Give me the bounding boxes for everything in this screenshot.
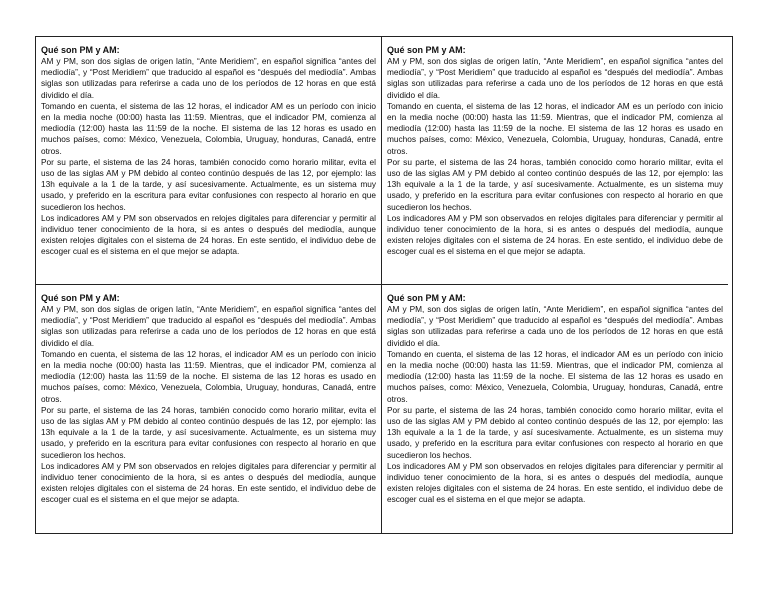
card-paragraph: Por su parte, el sistema de las 24 horas, también conocido como horario militar, evita el uso de las siglas AM y PM debido al conteo continúo después de las 12, por ejemplo: las 13h equivale a la 1 de la tarde, y así sucesivamente. Actualmente, es un sistema muy usado, y preferido en la escritura para evitar confusiones con respecto al horario en que sucedieron los hechos. <box>387 404 723 460</box>
card-paragraph: Por su parte, el sistema de las 24 horas, también conocido como horario militar, evita el uso de las siglas AM y PM debido al conteo continúo después de las 12, por ejemplo: las 13h equivale a la 1 de la tarde, y así sucesivamente. Actualmente, es un sistema muy usado, y preferido en la escritura para evitar confusiones con respecto al horario en que sucedieron los hechos. <box>41 156 376 212</box>
card-paragraph: Por su parte, el sistema de las 24 horas, también conocido como horario militar, evita el uso de las siglas AM y PM debido al conteo continúo después de las 12, por ejemplo: las 13h equivale a la 1 de la tarde, y así sucesivamente. Actualmente, es un sistema muy usado, y preferido en la escritura para evitar confusiones con respecto al horario en que sucedieron los hechos. <box>387 156 723 212</box>
card-title: Qué son PM y AM: <box>387 293 466 303</box>
card-paragraph: Tomando en cuenta, el sistema de las 12 horas, el indicador AM es un período con inicio en la media noche (00:00) hasta las 11:59. Mientras, que el indicador PM, comienza al mediodía (12:00) hasta las 11:59 de la noche. El sistema de las 12 horas es usado en muchos países, como: México, Venezuela, Colombia, Uruguay, honduras, Canadá, entre otros. <box>387 100 723 156</box>
card-paragraph: Los indicadores AM y PM son observados en relojes digitales para diferenciar y permitir al individuo tener conocimiento de la hora, si es antes o después del mediodía, aunque existen relojes digitales con el sistema de 24 horas. En este sentido, el individuo debe de escoger cual es el sistema en el que mejor se adapta. <box>387 460 723 505</box>
card-paragraph: AM y PM, son dos siglas de origen latín, “Ante Meridiem”, en español significa “antes del mediodía”, y “Post Meridiem” que traducido al español es “después del mediodía”. Ambas siglas son utilizadas para referirse a cada uno de los períodos de 12 horas en que está dividido el día. <box>41 304 376 348</box>
card-paragraph: Tomando en cuenta, el sistema de las 12 horas, el indicador AM es un período con inicio en la media noche (00:00) hasta las 11:59. Mientras, que el indicador PM, comienza al mediodía (12:00) hasta las 11:59 de la noche. El sistema de las 12 horas es usado en muchos países, como: México, Venezuela, Colombia, Uruguay, honduras, Canadá, entre otros. <box>41 348 376 404</box>
card-paragraph: Los indicadores AM y PM son observados en relojes digitales para diferenciar y permitir al individuo tener conocimiento de la hora, si es antes o después del mediodía, aunque existen relojes digitales con el sistema de 24 horas. En este sentido, el individuo debe de escoger cual es el sistema en el que mejor se adapta. <box>41 460 376 505</box>
card-title: Qué son PM y AM: <box>387 45 466 55</box>
card-title: Qué son PM y AM: <box>41 293 120 303</box>
card-paragraph: Tomando en cuenta, el sistema de las 12 horas, el indicador AM es un período con inicio en la media noche (00:00) hasta las 11:59. Mientras, que el indicador PM, comienza al mediodía (12:00) hasta las 11:59 de la noche. El sistema de las 12 horas es usado en muchos países, como: México, Venezuela, Colombia, Uruguay, honduras, Canadá, entre otros. <box>387 348 723 404</box>
card-bottom-left <box>36 285 382 533</box>
card-top-left <box>36 37 382 285</box>
card-title: Qué son PM y AM: <box>41 45 120 55</box>
card-paragraph: Los indicadores AM y PM son observados en relojes digitales para diferenciar y permitir al individuo tener conocimiento de la hora, si es antes o después del mediodía, aunque existen relojes digitales con el sistema de 24 horas. En este sentido, el individuo debe de escoger cual es el sistema en el que mejor se adapta. <box>387 212 723 257</box>
card-paragraph: AM y PM, son dos siglas de origen latín, “Ante Meridiem”, en español significa “antes del mediodía”, y “Post Meridiem” que traducido al español es “después del mediodía”. Ambas siglas son utilizadas para referirse a cada uno de los períodos de 12 horas en que está dividido el día. <box>41 56 376 100</box>
card-paragraph: AM y PM, son dos siglas de origen latín, “Ante Meridiem”, en español significa “antes del mediodía”, y “Post Meridiem” que traducido al español es “después del mediodía”. Ambas siglas son utilizadas para referirse a cada uno de los períodos de 12 horas en que está dividido el día. <box>387 56 723 100</box>
card-paragraph: Tomando en cuenta, el sistema de las 12 horas, el indicador AM es un período con inicio en la media noche (00:00) hasta las 11:59. Mientras, que el indicador PM, comienza al mediodía (12:00) hasta las 11:59 de la noche. El sistema de las 12 horas es usado en muchos países, como: México, Venezuela, Colombia, Uruguay, honduras, Canadá, entre otros. <box>41 100 376 156</box>
card-top-right <box>382 37 728 285</box>
card-paragraph: AM y PM, son dos siglas de origen latín, “Ante Meridiem”, en español significa “antes del mediodía”, y “Post Meridiem” que traducido al español es “después del mediodía”. Ambas siglas son utilizadas para referirse a cada uno de los períodos de 12 horas en que está dividido el día. <box>387 304 723 348</box>
card-paragraph: Los indicadores AM y PM son observados en relojes digitales para diferenciar y permitir al individuo tener conocimiento de la hora, si es antes o después del mediodía, aunque existen relojes digitales con el sistema de 24 horas. En este sentido, el individuo debe de escoger cual es el sistema en el que mejor se adapta. <box>41 212 376 257</box>
card-bottom-right <box>382 285 728 533</box>
card-paragraph: Por su parte, el sistema de las 24 horas, también conocido como horario militar, evita el uso de las siglas AM y PM debido al conteo continúo después de las 12, por ejemplo: las 13h equivale a la 1 de la tarde, y así sucesivamente. Actualmente, es un sistema muy usado, y preferido en la escritura para evitar confusiones con respecto al horario en que sucedieron los hechos. <box>41 404 376 460</box>
card-grid <box>35 36 733 534</box>
